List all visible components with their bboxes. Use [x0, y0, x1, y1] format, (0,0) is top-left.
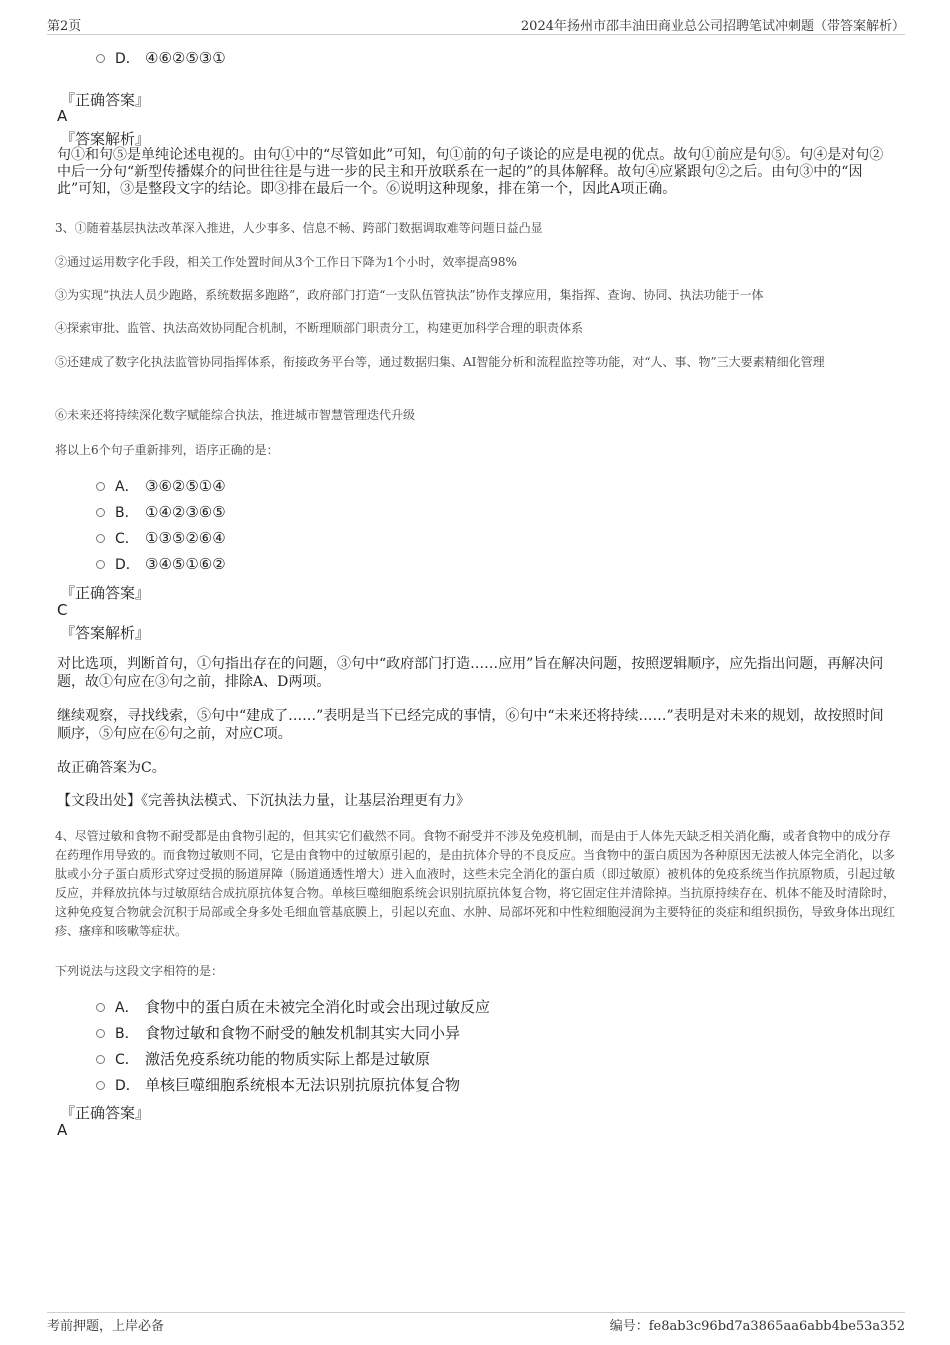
q3-sentence-4: ④探索审批、监管、执法高效协同配合机制，不断理顺部门职责分工，构建更加科学合理的职责体系: [55, 321, 584, 335]
q3-source: 【文段出处】《完善执法模式、下沉执法力量，让基层治理更有力》: [57, 793, 470, 809]
q3-analysis-p3: 故正确答案为C。: [57, 760, 166, 776]
q4-question: 下列说法与这段文字相符的是：: [55, 964, 224, 978]
q3-option-b[interactable]: B． ①④②③⑥⑤: [96, 502, 226, 522]
q4-option-a[interactable]: A． 食物中的蛋白质在未被完全消化时或会出现过敏反应: [96, 996, 490, 1016]
q3-sentence-6: ⑥未来还将持续深化数字赋能综合执法，推进城市智慧管理迭代升级: [55, 408, 416, 422]
q4-option-b[interactable]: B． 食物过敏和食物不耐受的触发机制其实大同小异: [96, 1022, 460, 1042]
q2-option-d[interactable]: D． ④⑥②⑤③①: [96, 48, 226, 68]
radio-icon[interactable]: [96, 482, 105, 491]
page-number: 第2页: [47, 19, 82, 34]
q3-option-a[interactable]: A． ③⑥②⑤①④: [96, 476, 226, 496]
page-header: [47, 14, 905, 35]
q3-sentence-2: ②通过运用数字化手段，相关工作处置时间从3个工作日下降为1个小时，效率提高98%: [55, 255, 517, 269]
q4-stem: 4、尽管过敏和食物不耐受都是由食物引起的，但其实它们截然不同。食物不耐受并不涉及免疫机制，而是由于人体先天缺乏相关消化酶，或者食物中的成分存在药理作用导致的。而食物过敏则不同，它是由食物中的过敏原引起的，是由抗体介导的不良反应。当食物中的蛋白质因为各种原因无法被人体完全消化，以多肽或小分子蛋白质形式穿过受损的肠道屏障（肠道通透性增大）进入血液时，这些未完全消化的蛋白质（即过敏原）被机体的免疫系统当作抗原物质，引起过敏反应，并释放抗体与过敏原结合成抗原抗体复合物。单核巨噬细胞系统会识别抗原抗体复合物，将它固定住并清除掉。当抗原持续存在、机体不能及时清除时，这种免疫复合物就会沉积于局部或全身多处毛细血管基底膜上，引起以充血、水肿、局部坏死和中性粒细胞浸润为主要特征的炎症和组织损伤，导致身体出现红疹、瘙痒和咳嗽等症状。: [55, 829, 896, 938]
radio-icon[interactable]: [96, 1003, 105, 1012]
q4-answer-label: 『正确答案』: [60, 1104, 151, 1122]
q3-option-d[interactable]: D． ③④⑤①⑥②: [96, 554, 226, 574]
radio-icon[interactable]: [96, 534, 105, 543]
radio-icon[interactable]: [96, 1081, 105, 1090]
q2-analysis-label: 『答案解析』: [60, 130, 151, 148]
q2-answer: A: [57, 107, 68, 125]
q3-sentence-5: ⑤还建成了数字化执法监管协同指挥体系，衔接政务平台等，通过数据归集、AI智能分析和流程监控等功能，对“人、事、物”三大要素精细化管理: [55, 355, 825, 369]
page-footer: [47, 1312, 905, 1333]
q3-option-c[interactable]: C． ①③⑤②⑥④: [96, 528, 226, 548]
q3-sentence-1: 3、①随着基层执法改革深入推进，人少事多、信息不畅、跨部门数据调取难等问题日益凸显: [55, 221, 543, 235]
q3-question: 将以上6个句子重新排列，语序正确的是：: [55, 443, 279, 457]
q3-answer: C: [57, 601, 68, 619]
document-title: 2024年扬州市邵丰油田商业总公司招聘笔试冲刺题（带答案解析）: [520, 19, 905, 34]
q2-answer-label: 『正确答案』: [60, 91, 151, 109]
q3-analysis-label: 『答案解析』: [60, 624, 151, 642]
radio-icon[interactable]: [96, 1029, 105, 1038]
q3-analysis-p2: 继续观察，寻找线索，⑤句中“建成了……”表明是当下已经完成的事情，⑥句中“未来还将持续……”表明是对未来的规划，故按照时间顺序，⑤句应在⑥句之前，对应C项。: [57, 708, 884, 742]
q4-option-d[interactable]: D． 单核巨噬细胞系统根本无法识别抗原抗体复合物: [96, 1074, 460, 1094]
footer-slogan: 考前押题，上岸必备: [47, 1319, 165, 1334]
radio-icon[interactable]: [96, 560, 105, 569]
radio-icon[interactable]: [96, 54, 105, 63]
q4-answer: A: [57, 1121, 68, 1139]
document-id: 编号：fe8ab3c96bd7a3865aa6abb4be53a352: [609, 1319, 905, 1334]
radio-icon[interactable]: [96, 1055, 105, 1064]
q4-option-c[interactable]: C． 激活免疫系统功能的物质实际上都是过敏原: [96, 1048, 430, 1068]
q3-analysis-p1: 对比选项，判断首句，①句指出存在的问题，③句中“政府部门打造……应用”旨在解决问题，按照逻辑顺序，应先指出问题，再解决问题，故①句应在③句之前，排除A、D两项。: [57, 656, 884, 690]
q3-sentence-3: ③为实现“执法人员少跑路，系统数据多跑路”，政府部门打造“一支队伍管执法”协作支撑应用，集指挥、查询、协同、执法功能于一体: [55, 288, 764, 302]
radio-icon[interactable]: [96, 508, 105, 517]
q2-analysis: 句①和句⑤是单纯论述电视的。由句①中的“尽管如此”可知，句①前的句子谈论的应是电视的优点。故句①前应是句⑤。句④是对句②中后一分句“新型传播媒介的问世往往是与进一步的民主和开放联系在一起的”的具体解释。故句④应紧跟句②之后。由句③中的“因此”可知，③是整段文字的结论。即③排在最后一个。⑥说明这种现象，排在第一个，因此A项正确。: [57, 147, 884, 197]
q3-answer-label: 『正确答案』: [60, 584, 151, 602]
